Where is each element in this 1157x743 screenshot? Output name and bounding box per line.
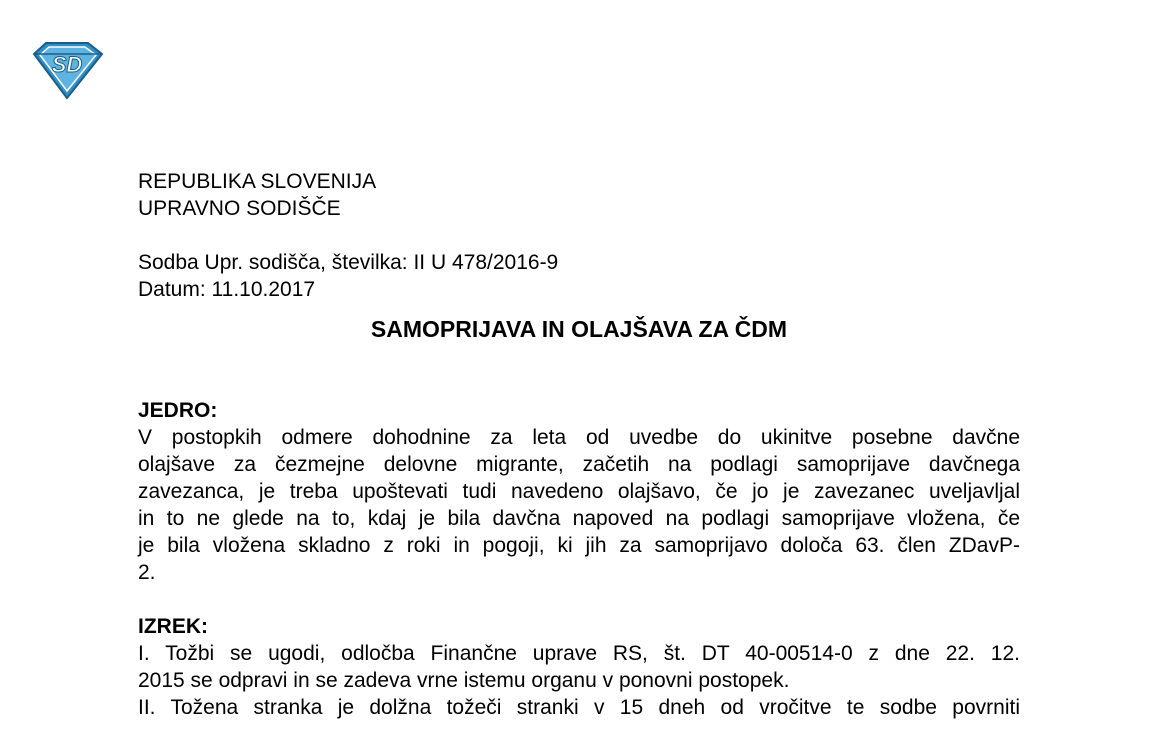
jedro-line: in to ne glede na to, kdaj je bila davčna napoved na podlagi samoprijave vložena, če xyxy=(138,507,1020,530)
diamond-logo-icon xyxy=(30,40,104,100)
court-logo xyxy=(30,40,104,100)
jedro-line: zavezanca, je treba upoštevati tudi navedeno olajšavo, če jo je zavezanec uveljavljal xyxy=(138,480,1020,503)
case-number: Sodba Upr. sodišča, številka: II U 478/2016-9 xyxy=(138,251,559,274)
jedro-line: je bila vložena skladno z roki in pogoji, ki jih za samoprijavo določa 63. člen ZDavP- xyxy=(138,534,1020,557)
izrek-paragraph xyxy=(138,640,1020,721)
izrek-line: 2015 se odpravi in se zadeva vrne istemu organu v ponovni postopek. xyxy=(138,669,790,692)
header-line-2: UPRAVNO SODIŠČE xyxy=(138,197,341,220)
header-line-1: REPUBLIKA SLOVENIJA xyxy=(138,170,377,193)
izrek-line: II. Tožena stranka je dolžna tožeči stranki v 15 dneh od vročitve te sodbe povrniti xyxy=(138,696,1020,719)
jedro-paragraph xyxy=(138,424,1020,586)
jedro-line: olajšave za čezmejne delovne migrante, začetih na podlagi samoprijave davčnega xyxy=(138,453,1020,476)
logo-lettering: SD xyxy=(51,52,83,77)
izrek-heading: IZREK: xyxy=(138,615,208,638)
case-date: Datum: 11.10.2017 xyxy=(138,278,316,301)
jedro-line: 2. xyxy=(138,561,156,584)
jedro-line: V postopkih odmere dohodnine za leta od uvedbe do ukinitve posebne davčne xyxy=(138,426,1020,449)
document-title: SAMOPRIJAVA IN OLAJŠAVA ZA ČDM xyxy=(370,316,788,342)
document-body xyxy=(138,168,1020,721)
izrek-line: I. Tožbi se ugodi, odločba Finančne uprave RS, št. DT 40-00514-0 z dne 22. 12. xyxy=(138,642,1020,665)
jedro-heading: JEDRO: xyxy=(138,399,218,422)
